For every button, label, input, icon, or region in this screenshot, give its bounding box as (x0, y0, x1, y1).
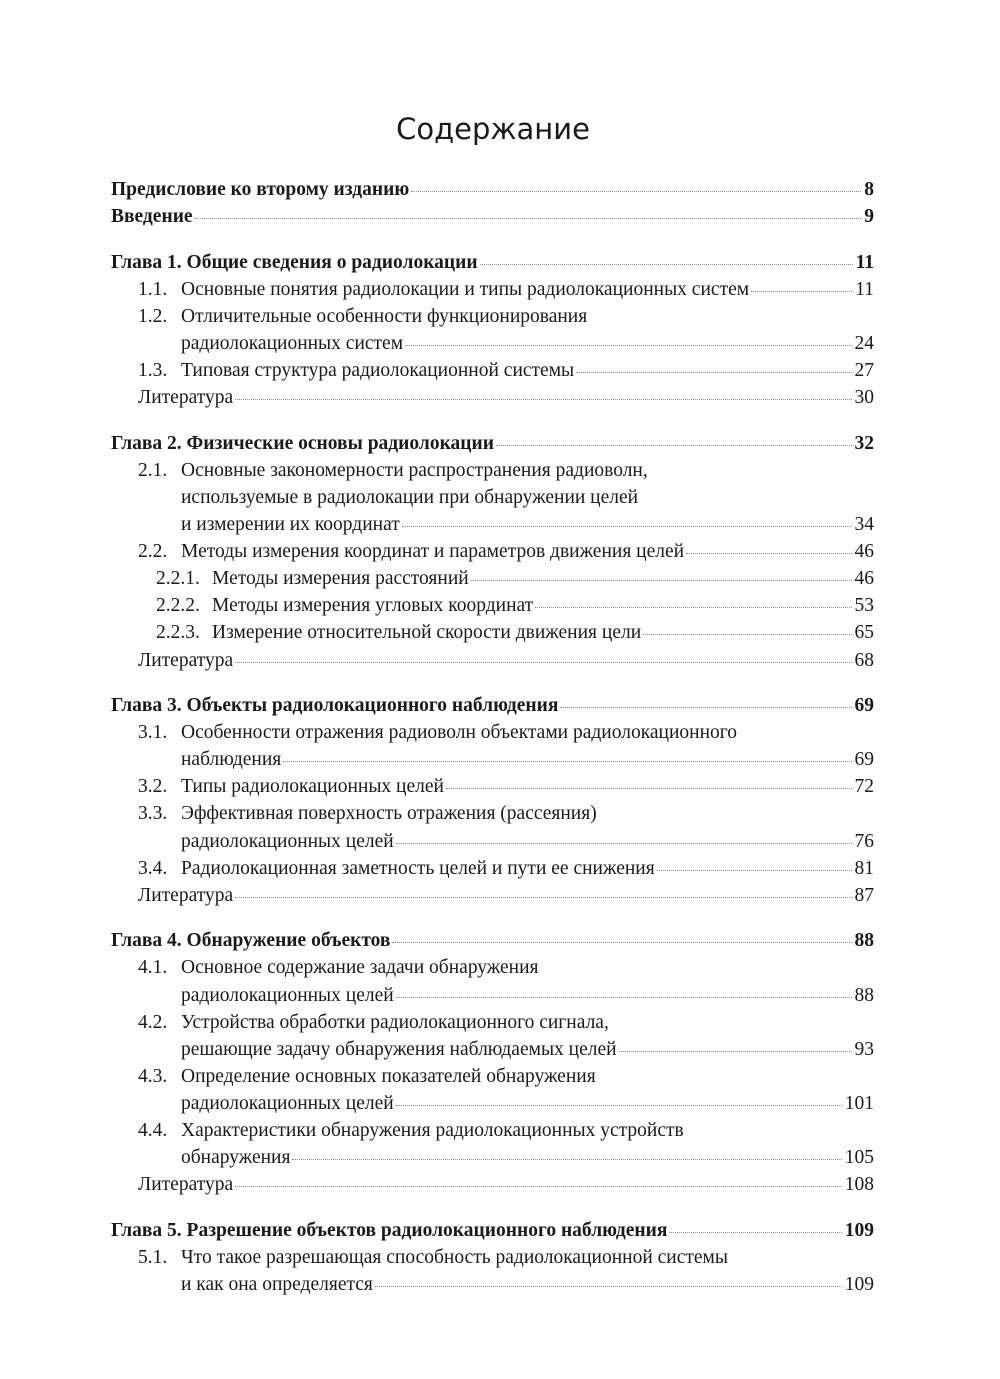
toc-section-text: Особенности отражения радиоволн объектами радиолокационного (181, 722, 738, 744)
toc-section-text: Основные понятия радиолокации и типы радиолокационных систем (181, 278, 750, 300)
toc-page-number: 109 (844, 1273, 874, 1295)
toc-section-4-2[interactable] (111, 1009, 874, 1036)
dot-leader (643, 634, 851, 635)
toc-chapter-1[interactable] (111, 249, 874, 276)
toc-page-number: 88 (854, 930, 874, 952)
dot-leader (496, 445, 852, 446)
toc-section-text: Методы измерения угловых координат (212, 595, 534, 617)
toc-page-number: 46 (854, 568, 874, 590)
toc-section-4-2-continued[interactable] (111, 1036, 874, 1063)
toc-section-2-2-1[interactable] (111, 565, 874, 592)
toc-section-number: 2.2.1. (156, 568, 200, 590)
dot-leader (405, 345, 851, 346)
toc-page-number: 27 (854, 360, 874, 382)
toc-literature-1[interactable] (111, 384, 874, 411)
toc-page-number: 11 (855, 251, 874, 273)
toc-section-text: Характеристики обнаружения радиолокационных устройств (181, 1120, 684, 1141)
dot-leader (480, 264, 853, 265)
dot-leader (396, 997, 852, 998)
toc-section-4-1-continued[interactable] (111, 982, 874, 1009)
dot-leader (396, 1105, 842, 1106)
toc-section-text: Эффективная поверхность отражения (рассеяния) (181, 803, 597, 825)
toc-section-text: Методы измерения расстояний (212, 568, 469, 590)
toc-section-text: радиолокационных целей (181, 830, 394, 852)
toc-section-number: 3.1. (138, 722, 168, 744)
toc-section-number: 2.2.2. (156, 595, 200, 617)
toc-section-4-1[interactable] (111, 954, 874, 981)
dot-leader (657, 870, 852, 871)
toc-page-number: 34 (854, 514, 874, 536)
toc-entry-intro[interactable] (111, 203, 874, 230)
dot-leader (235, 1186, 842, 1187)
toc-page-number: 101 (844, 1092, 874, 1114)
dot-leader (292, 1159, 841, 1160)
toc-section-3-1-continued[interactable] (111, 746, 874, 773)
toc-section-2-1-continued[interactable] (111, 484, 874, 511)
toc-section-text: Типы радиолокационных целей (181, 776, 444, 798)
toc-page-number: 81 (854, 857, 874, 879)
toc-section-1-1[interactable] (111, 276, 874, 303)
toc-section-text: Литература (138, 1174, 234, 1196)
toc-section-text: Основное содержание задачи обнаружения (181, 957, 539, 979)
toc-chapter-3[interactable] (111, 692, 874, 719)
toc-section-1-2-continued[interactable] (111, 330, 874, 357)
toc-section-3-4[interactable] (111, 855, 874, 882)
toc-section-4-4[interactable] (111, 1117, 874, 1144)
toc-page-number: 72 (854, 776, 874, 798)
toc-page-number: 30 (854, 387, 874, 409)
toc-section-number: 4.2. (138, 1011, 168, 1033)
toc-section-4-3[interactable] (111, 1063, 874, 1090)
toc-page-number: 76 (854, 830, 874, 852)
dot-leader (392, 942, 851, 943)
toc-section-number: 3.4. (138, 857, 168, 879)
toc-page-number: 93 (854, 1038, 874, 1060)
dot-leader (402, 526, 852, 527)
dot-leader (560, 707, 851, 708)
dot-leader (235, 897, 851, 898)
toc-literature-4[interactable] (111, 1171, 874, 1198)
dot-leader (411, 191, 861, 192)
toc-section-5-1-continued[interactable] (111, 1271, 874, 1298)
toc-section-number: 2.2.3. (156, 622, 200, 644)
dot-leader (576, 372, 851, 373)
toc-page-number: 53 (854, 595, 874, 617)
toc-section-number: 1.1. (138, 278, 168, 300)
toc-section-number: 4.4. (138, 1120, 168, 1141)
toc-section-text: Типовая структура радиолокационной системы (181, 360, 575, 382)
toc-page-number: 8 (864, 179, 874, 200)
toc-page-number: 88 (854, 984, 874, 1006)
toc-section-text: Литература (138, 884, 234, 906)
dot-leader (195, 218, 862, 219)
toc-chapter-title: Глава 5. Разрешение объектов радиолокационного наблюдения (111, 1219, 668, 1241)
dot-leader (619, 1051, 852, 1052)
toc-section-3-2[interactable] (111, 773, 874, 800)
toc-literature-2[interactable] (111, 647, 874, 674)
toc-section-text: используемые в радиолокации при обнаружении целей (181, 486, 639, 508)
toc-section-2-1[interactable] (111, 457, 874, 484)
toc-section-number: 5.1. (138, 1246, 168, 1268)
toc-section-1-2[interactable] (111, 303, 874, 330)
toc-section-text: решающие задачу обнаружения наблюдаемых целей (181, 1038, 617, 1060)
toc-section-text: Литература (138, 387, 234, 409)
toc-page-number: 24 (854, 332, 874, 354)
toc-page-number: 11 (855, 278, 874, 300)
toc-section-text: Что такое разрешающая способность радиолокационной системы (181, 1246, 728, 1268)
toc-section-number: 3.2. (138, 776, 168, 798)
toc-section-text: Литература (138, 649, 234, 671)
toc-chapter-2[interactable] (111, 430, 874, 457)
toc-literature-3[interactable] (111, 882, 874, 909)
toc-page-number: 46 (854, 541, 874, 563)
toc-section-text: радиолокационных систем (181, 332, 404, 354)
toc-section-text: Измерение относительной скорости движения цели (212, 622, 642, 644)
dot-leader (446, 788, 852, 789)
dot-leader (375, 1286, 842, 1287)
toc-page-number: 87 (854, 884, 874, 906)
toc-section-number: 4.3. (138, 1065, 168, 1087)
toc-section-3-3-continued[interactable] (111, 828, 874, 855)
toc-page-number: 9 (864, 206, 874, 228)
toc-section-text: радиолокационных целей (181, 1092, 394, 1114)
toc-section-number: 1.2. (138, 305, 168, 327)
toc-page-number: 32 (854, 432, 874, 454)
toc-chapter-title: Глава 3. Объекты радиолокационного наблюдения (111, 695, 559, 717)
toc-section-3-3[interactable] (111, 800, 874, 827)
toc-entry-preface[interactable] (111, 176, 874, 203)
toc-chapter-title: Глава 4. Обнаружение объектов (111, 930, 391, 952)
dot-leader (235, 662, 851, 663)
page-title: Содержание (396, 112, 590, 146)
toc-page-number: 69 (854, 749, 874, 771)
table-of-contents (111, 176, 874, 1298)
toc-section-text: Определение основных показателей обнаружения (181, 1065, 596, 1087)
toc-page-number: 68 (854, 649, 874, 671)
toc-section-text: Методы измерения координат и параметров движения целей (181, 541, 685, 563)
toc-section-4-4-continued[interactable] (111, 1144, 874, 1171)
toc-page-number: 69 (854, 695, 874, 717)
toc-section-text: Основные закономерности распространения радиоволн, (181, 459, 648, 481)
toc-chapter-5[interactable] (111, 1217, 874, 1244)
toc-section-2-2-3[interactable] (111, 619, 874, 646)
dot-leader (686, 553, 851, 554)
toc-section-text: обнаружения (181, 1147, 291, 1169)
toc-page-number: 65 (854, 622, 874, 644)
toc-section-text: и как она определяется (181, 1273, 373, 1295)
toc-section-1-3[interactable] (111, 357, 874, 384)
dot-leader (669, 1232, 841, 1233)
toc-section-4-3-continued[interactable] (111, 1090, 874, 1117)
toc-section-2-1-continued-2[interactable] (111, 511, 874, 538)
toc-chapter-4[interactable] (111, 927, 874, 954)
toc-section-2-2[interactable] (111, 538, 874, 565)
dot-leader (396, 843, 852, 844)
toc-section-text: Отличительные особенности функционирования (181, 305, 588, 327)
toc-section-3-1[interactable] (111, 719, 874, 746)
dot-leader (283, 761, 851, 762)
toc-section-text: радиолокационных целей (181, 984, 394, 1006)
dot-leader (535, 607, 851, 608)
toc-section-text: Устройства обработки радиолокационного сигнала, (181, 1011, 609, 1033)
toc-chapter-title: Глава 2. Физические основы радиолокации (111, 432, 494, 454)
toc-page-number: 109 (844, 1219, 874, 1241)
toc-section-text: и измерении их координат (181, 514, 400, 536)
dot-leader (471, 580, 852, 581)
dot-leader (751, 291, 852, 292)
toc-section-5-1[interactable] (111, 1244, 874, 1271)
toc-section-number: 2.1. (138, 459, 168, 481)
toc-section-number: 3.3. (138, 803, 168, 825)
toc-section-text: наблюдения (181, 749, 282, 771)
toc-section-number: 4.1. (138, 957, 168, 979)
toc-section-text: Радиолокационная заметность целей и пути ее снижения (181, 857, 655, 879)
toc-section-number: 1.3. (138, 360, 168, 382)
toc-section-2-2-2[interactable] (111, 592, 874, 619)
toc-page-number: 108 (844, 1174, 874, 1196)
toc-chapter-title: Глава 1. Общие сведения о радиолокации (111, 251, 478, 273)
toc-entry-text: Введение (111, 206, 193, 228)
toc-entry-text: Предисловие ко второму изданию (111, 179, 410, 200)
dot-leader (235, 399, 851, 400)
toc-section-number: 2.2. (138, 541, 168, 563)
toc-page-number: 105 (844, 1147, 874, 1169)
